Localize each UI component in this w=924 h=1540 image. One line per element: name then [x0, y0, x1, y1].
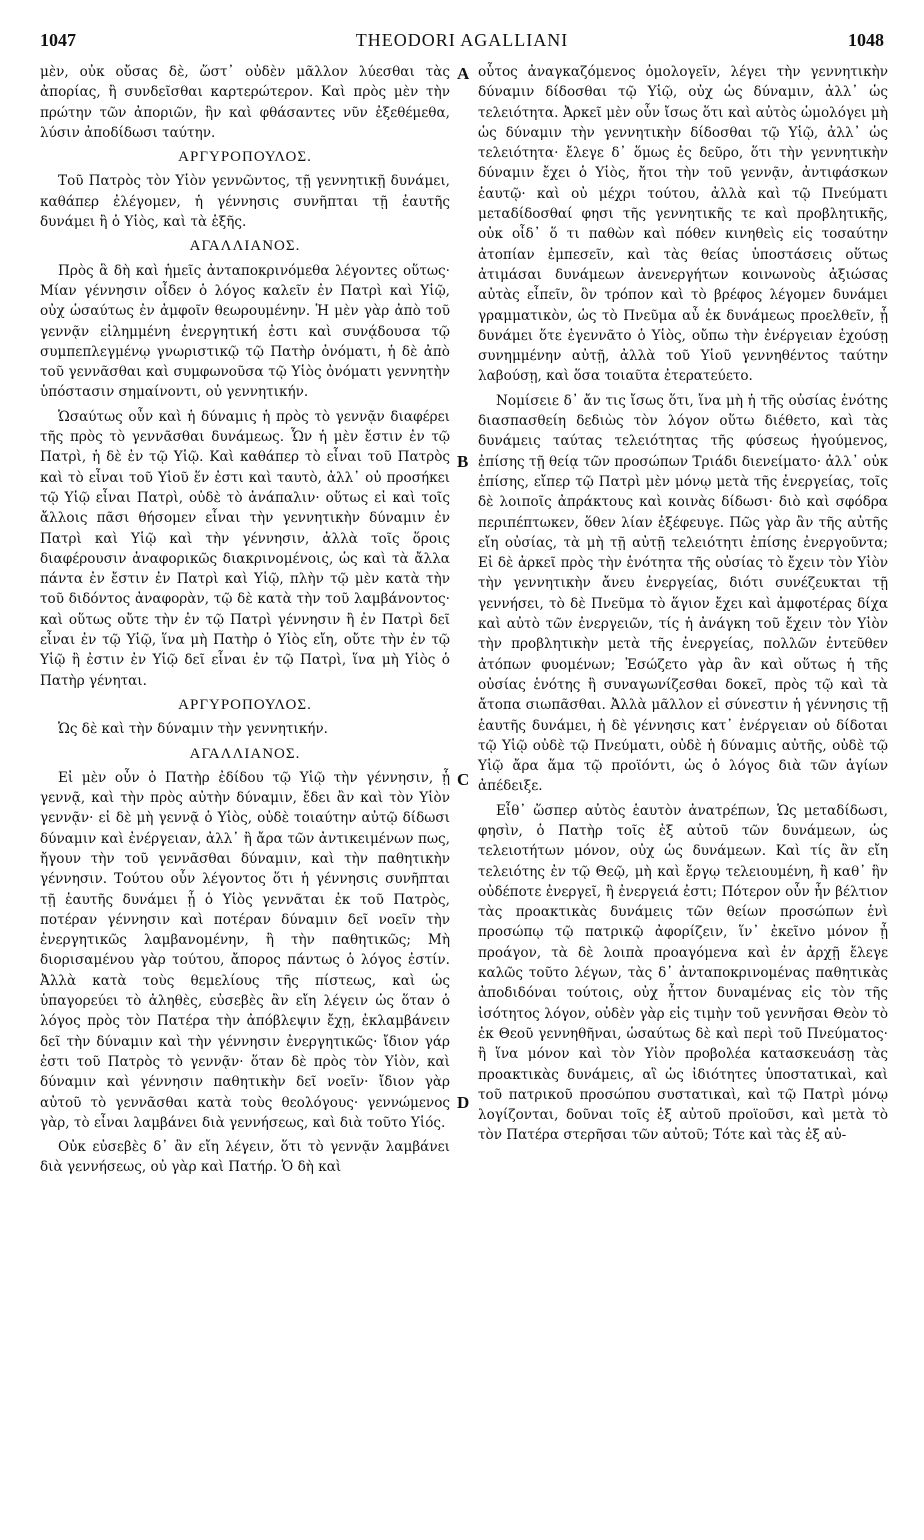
running-header [40, 30, 884, 56]
speaker-heading: ΑΓΑΛΛΙΑΝΟΣ. [189, 238, 301, 255]
paragraph: Πρὸς ἃ δὴ καὶ ἡμεῖς ἀνταποκρινόμεθα λέγοντες οὕτως· Μίαν γέννησιν οἶδεν ὁ λόγος καλεῖν ἐν Πατρὶ καὶ Υἱῷ, οὐχ ὡσαύτως ἐν ἀμφοῖν θεωρουμένην. Ἡ μὲν γὰρ ἀπὸ τοῦ γεννᾷν εἰλημμένη ἐνεργητική ἐστι καὶ συνᾴδουσα τῷ συμπεπλεγμένῳ γνωριστικῷ τῷ Πατὴρ ὀνόματι, ἡ δὲ ἀπὸ τοῦ γεννᾶσθαι καὶ συμφωνοῦσα τῷ Υἱὸς ὀνόματι γεννητὴν ὑπόστασιν σημαίνοντι, οὐ γεννητικήν. [40, 262, 450, 401]
page-number-left: 1047 [40, 30, 76, 50]
speaker-heading: ΑΓΑΛΛΙΑΝΟΣ. [189, 745, 301, 762]
paragraph: Εἶθ᾽ ὥσπερ αὐτὸς ἑαυτὸν ἀνατρέπων, Ὡς μεταδίδωσι, φησὶν, ὁ Πατὴρ τοῖς ἐξ αὐτοῦ τῶν δυνάμεων, ὡς τελειοτήτων μόνον, οὐχ ὡς δυνάμεων. Καὶ τίς ἂν εἴη τελειότης ἐν τῷ Θεῷ, μὴ καὶ ἔργῳ τελειουμένη, ἢ καθ᾽ ἣν οὐδέποτε ἐνεργεῖ, ἢ ἐνεργειά ἐστι; Πότερον οὖν ἦν βέλτιον τὰς προακτικὰς δυνάμεις τῶν θείων προσώπων ἑνὶ προσώπῳ τῷ πατρικῷ ἀφορίζειν, ἵν᾽ ἐκεῖνο μόνον ᾖ προάγον, τὰ δὲ λοιπὰ προαγόμενα καὶ ἐν ἀρχῇ ἔλεγε καλῶς τοῦτο λέγων, τὰς δ᾽ ἀνταποκρινομένας παθητικὰς ἀποδιδόναι τούτοις, οὐχ ἧττον δυναμένας εἰς τὸν τῆς ἰσότητος λόγον, οὐδὲν γὰρ εἰς τιμὴν τοῦ γεννῆσαι Θεὸν τὸ ἐκ Θεοῦ γεννηθῆναι, ὡσαύτως δὲ καὶ περὶ τοῦ Πνεύματος· ἢ ἵνα μόνον καὶ τὸν Υἱὸν προβολέα κατασκευάσῃ τὰς προακτικὰς δυνάμεις, αἳ ὡς ἰδιότητες ὑποστατικαὶ, καὶ τοῦ πατρικοῦ προσώπου συστατικαὶ, καὶ τῷ Πατρὶ μόνῳ λογίζονται, δοῦναι τοῖς ἐξ αὐτοῦ προϊοῦσι, καὶ μετὰ τὸ τὸν Πατέρα στερῆσαι τῶν αὐτοῦ; Τότε καὶ τὰς ἐξ αὐ- [478, 802, 888, 1144]
paragraph: οὗτος ἀναγκαζόμενος ὁμολογεῖν, λέγει τὴν γεννητικὴν δύναμιν δίδοσθαι τῷ Υἱῷ, οὐχ ὡς δύναμιν, ἀλλ᾽ ὡς τελειότητα. Ἀρκεῖ μὲν οὖν ἴσως ὅτι καὶ αὐτὸς ὡμολόγει μὴ ὡς δύναμιν τὴν γεννητικὴν δίδοσθαι τῷ Υἱῷ, ἀλλ᾽ ὡς τελειότητα· ἔλεγε δ᾽ ὅμως ἐς δεῦρο, ὅτι τὴν γεννητικὴν δύναμιν ἔχει ὁ Υἱὸς, ἤτοι τὴν τοῦ γεννᾷν, ἀντιφάσκων ἑαυτῷ· καὶ οὐ μέχρι τούτου, ἀλλὰ καὶ τῷ Πνεύματι μεταδίδοσθαί φησι τῆς γεννητικῆς τε καὶ προβλητικῆς, οὐκ οἶδ᾽ ὅ τι παθὼν καὶ πόθεν κινηθεὶς εἰς τοσαύτην ἀτοπίαν ἐμπεσεῖν, καὶ τὰς θείας ὑποστάσεις οὕτως ἀτιμάσαι δυνάμεων ἀνενεργήτων κοινωνοὺς ἀξιώσας αὐτὰς εἶπεῖν, ὃν τρόπον καὶ τὸ βρέφος λέγομεν δυνάμει γραμματικὸν, ὡς τὸ Πνεῦμα αὖ ἐκ δυνάμεως προελθεῖν, ᾗ δυνάμει ὅτε ἐγεννᾶτο ὁ Υἱὸς, οὔπω τὴν ἐνέργειαν ἐχούσῃ συνημμένην αὐτῇ, ἀλλὰ τοῦ Υἱοῦ γεννηθέντος ταύτην λαβούσῃ, καὶ ὅσα τοιαῦτα ἐτερατεύετο. [478, 64, 888, 385]
paragraph: Εἰ μὲν οὖν ὁ Πατὴρ ἐδίδου τῷ Υἱῷ τὴν γέννησιν, ᾗ γεννᾷ, καὶ τὴν πρὸς αὐτὴν δύναμιν, ἔδει ἂν καὶ τὸν Υἱὸν γεννᾷν· εἰ δὲ μὴ γεννᾷ ὁ Υἱὸς, οὐδὲ τοιαύτην αὐτῷ δίδωσι δύναμιν καὶ ἐνέργειαν, ἀλλ᾽ ἢ ἄρα τῶν ἀντικειμένων πως, ἤγουν τὴν τοῦ γεννᾶσθαι δύναμιν, καὶ τὴν παθητικὴν γέννησιν. Τούτου οὖν λέγοντος ὅτι ἡ γέννησις συνῆπται τῇ ἑαυτῆς δυνάμει ᾗ ὁ Υἱὸς γεννᾶται ἐκ τοῦ Πατρὸς, ποτέραν γέννησιν καὶ ποτέραν δύναμιν δεῖ νοεῖν τὴν ἐνεργητικῶς λαμβανομένην, ἢ τὴν παθητικῶς; Μὴ διορισαμένου γὰρ τούτου, ἄπορος πάντως ὁ λόγος ἐστίν. Ἀλλὰ κατὰ τοὺς θεμελίους τῆς πίστεως, καὶ ὡς ὑπαγορεύει τὸ ἀληθὲς, εὐσεβὲς ἂν εἴη λέγειν ὡς ὅταν ὁ λόγος πρὸς τὸν Πατέρα τὴν ἀπόβλεψιν ἔχῃ, ἐκλαμβάνειν δεῖ τὴν δύναμιν καὶ τὴν γέννησιν ἐνεργητικῶς· ἴδιον γάρ ἐστι τοῦ Πατρὸς τὸ γεννᾷν· ὅταν δὲ πρὸς τὸν Υἱὸν, καὶ δύναμιν καὶ γέννησιν παθητικὴν δεῖ νοεῖν· ἴδιον γὰρ αὐτοῦ τὸ γεννᾶσθαι κατὰ τοὺς θεολόγους· γεννώμενος γὰρ, τὸ εἶναι λαμβάνει διὰ γεννήσεως, καὶ διὰ τοῦτο Υἱός. [40, 769, 450, 1131]
margin-letter-c: C [457, 770, 470, 789]
left-column [40, 62, 450, 1182]
paragraph: Οὐκ εὐσεβὲς δ᾽ ἂν εἴη λέγειν, ὅτι τὸ γεννᾷν λαμβάνει διὰ γεννήσεως, οὐ γὰρ καὶ Πατήρ. Ὁ δὴ καὶ [40, 1139, 450, 1176]
paragraph: Τοῦ Πατρὸς τὸν Υἱὸν γεννῶντος, τῇ γεννητικῇ δυνάμει, καθάπερ ἐλέγομεν, ἡ γέννησις συνῆπται τῇ ἑαυτῆς δυνάμει ἢ ὁ Υἱὸς, καὶ τὰ ἑξῆς. [40, 173, 450, 231]
margin-letter-a: A [457, 64, 470, 83]
margin-letter-d: D [457, 1093, 470, 1112]
speaker-heading: ΑΡΓΥΡΟΠΟΥΛΟΣ. [178, 149, 312, 166]
speaker-heading: ΑΡΓΥΡΟΠΟΥΛΟΣ. [178, 696, 312, 713]
paragraph: Νομίσειε δ᾽ ἄν τις ἴσως ὅτι, ἵνα μὴ ἡ τῆς οὐσίας ἑνότης διασπασθείη δεδιὼς τὸν λόγον οὕτω διέθετο, καὶ τὰς δυνάμεις ταύτας τελειότητας τῆς φύσεως ἡγούμενος, ἐπίσης τῇ θείᾳ τῶν προσώπων Τριάδι διενείματο· ἀλλ᾽ οὐκ ἐπίσης, εἴπερ τῷ Πατρὶ μὲν μόνῳ μετὰ τῆς ἐνεργείας, τοῖς δὲ λοιποῖς ἀπράκτους καὶ κοινὰς δίδωσι· διὸ καὶ σφόδρα περιπέπτωκεν, ὅθεν λίαν ἐξέφευγε. Πῶς γὰρ ἂν τῆς αὐτῆς εἴη οὐσίας, τὰ μὴ τῇ αὐτῇ τελειότητι ἐπίσης ἐνεργοῦντα; Εἰ δὲ ἀρκεῖ πρὸς τὴν ἑνότητα τῆς οὐσίας τὸ ἔχειν τὸν Υἱὸν τὴν γεννητικὴν ἄνευ ἐνεργείας, διότι συνέζευκται τῇ γεννήσει, τὸ δὲ Πνεῦμα τὸ ἅγιον ἔχει καὶ ἀμφοτέρας δίχα καὶ αὐτὸ τῶν ἐνεργειῶν, τίς ἡ ἀνάγκη τοῦ ἔχειν τὸν Υἱὸν τὴν προβλητικὴν μετὰ τῆς ἐνεργείας, πολλῶν ἐντεῦθεν ἀτόπων φυομένων; Ἐσώζετο γὰρ ἂν καὶ οὕτως ἡ τῆς οὐσίας ἑνότης ἣ συναγωνίζεσθαι δοκεῖ, πρὸς τῷ καὶ τὰ ἄτοπα σιωπᾶσθαι. Ἀλλὰ μᾶλλον εἰ σύνεστιν ἡ γέννησις τῇ ἑαυτῆς δυνάμει, ἡ δὲ γέννησις κατ᾽ ἐνέργειαν οὐ δίδοται τῷ Υἱῷ οὐδὲ τῷ Πνεύματι, οὐδὲ ἡ δύναμις αὐτῆς, οὐδὲ τῷ Υἱῷ ἄρα ἅμα τῷ προϊόντι, ὡς ὁ λόγος διὰ τῶν ἁγίων ἀπέδειξε. [478, 392, 888, 795]
paragraph: Ὡς δὲ καὶ τὴν δύναμιν τὴν γεννητικήν. [58, 721, 328, 738]
margin-letter-b: B [457, 452, 469, 471]
paragraph: Ὡσαύτως οὖν καὶ ἡ δύναμις ἡ πρὸς τὸ γεννᾷν διαφέρει τῆς πρὸς τὸ γεννᾶσθαι δυνάμεως. Ὧν ἡ μὲν ἔστιν ἐν τῷ Πατρὶ, ἡ δὲ ἐν τῷ Υἱῷ. Καὶ καθάπερ τὸ εἶναι τοῦ Πατρὸς καὶ τὸ εἶναι τοῦ Υἱοῦ ἕν ἐστι καὶ ταυτὸ, ἀλλ᾽ οὐ προσήκει τῷ Υἱῷ εἶναι Πατρὶ, οὐδὲ τὸ ἀνάπαλιν· οὕτως εἰ καὶ τοῖς ἄλλοις πᾶσι θήσομεν εἶναι τὴν γεννητικὴν δύναμιν ἐν Πατρὶ καὶ Υἱῷ καὶ τὴν γέννησιν, ἀλλὰ τοῖς ὅροις διαφέρουσιν ἀναφορικῶς διακρινομένοις, ὡς καὶ τὰ ἄλλα πάντα ἐν ἔστιν ἐν Πατρὶ καὶ Υἱῷ, πλὴν τῷ μὲν κατὰ τὴν τοῦ διδόντος ἀναφορὰν, τῷ δὲ κατὰ τὴν τοῦ λαμβάνοντος· καὶ οὕτως οὔτε τὴν ἐν τῷ Πατρὶ γέννησιν ἢ ἐν Πατρὶ δεῖ εἶναι ἐν τῷ Υἱῷ, ἵνα μὴ Πατὴρ ὁ Υἱὸς εἴη, οὔτε τὴν ἐν τῷ Υἱῷ ἢ ἐστιν ἐν Υἱῷ δεῖ εἶναι ἐν τῷ Πατρὶ, ἵνα μὴ Υἱὸς ὁ Πατὴρ γένηται. [40, 408, 450, 689]
running-title: THEODORI AGALLIANI [355, 30, 569, 50]
right-column [478, 62, 888, 1150]
paragraph: μὲν, οὐκ οὔσας δὲ, ὥστ᾽ οὐδὲν μᾶλλον λύεσθαι τὰς ἀπορίας, ἢ συνδεῖσθαι καρτερώτερον. Καὶ πρὸς μὲν τὴν πρώτην τῶν ἀποριῶν, ἣν καὶ φθάσαντες νῦν ἐξεθέμεθα, λύσιν ἀποδίδωσι ταύτην. [40, 64, 450, 141]
page-number-right: 1048 [848, 30, 884, 50]
